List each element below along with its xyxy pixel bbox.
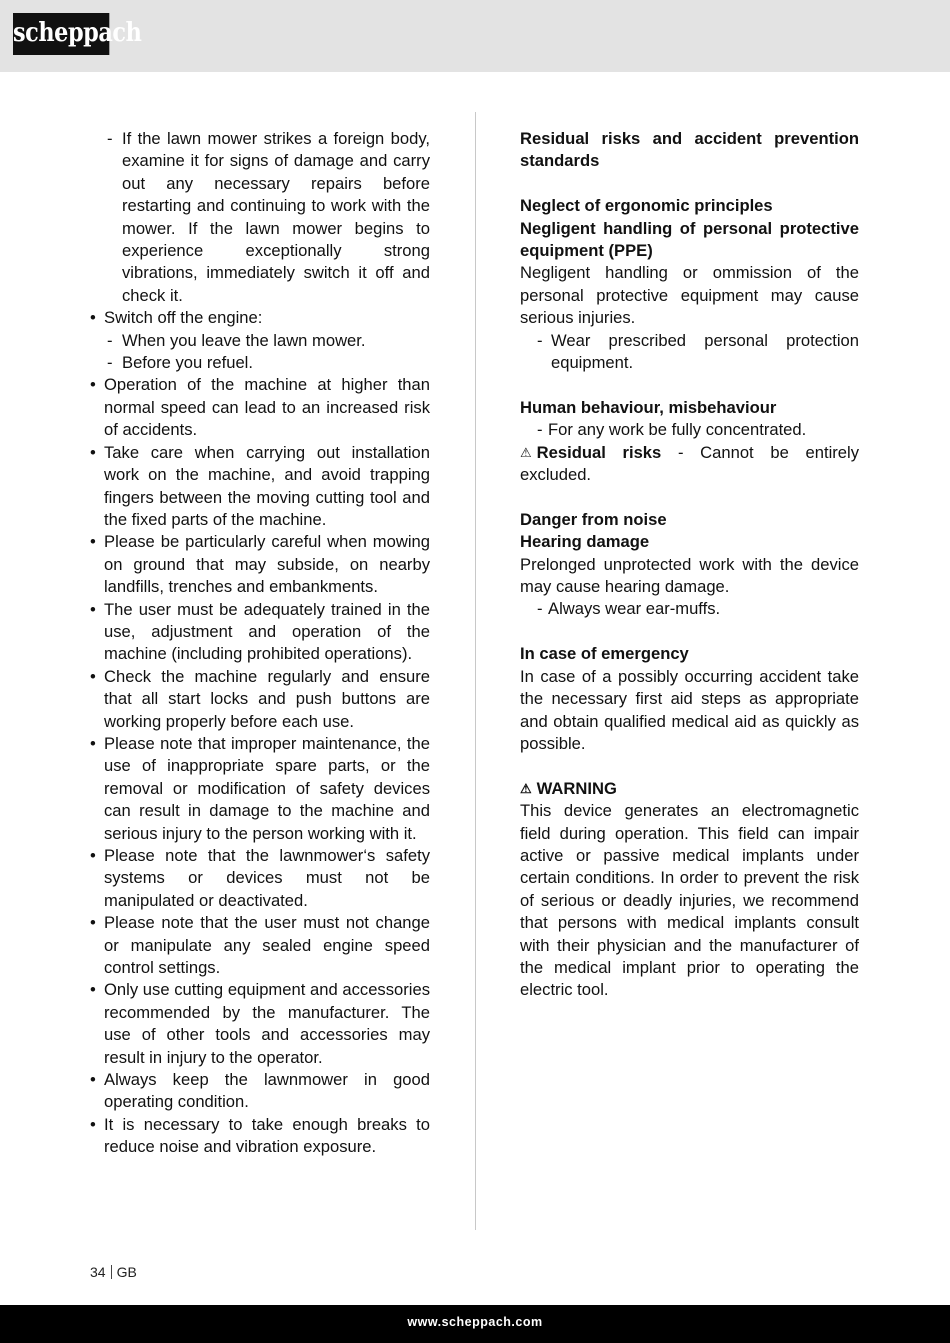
list-item-text: Before you refuel. (122, 353, 253, 373)
left-column (88, 128, 430, 1159)
list-item-text: It is necessary to take enough breaks to reduce noise and vibration exposure. (104, 1114, 430, 1157)
bullet-marker: • (90, 532, 96, 552)
heading-hearing: Hearing damage (520, 532, 650, 552)
dash-marker: - (107, 330, 113, 350)
heading-warning (520, 778, 859, 800)
bullet-list-item (88, 912, 430, 979)
dash-list-item (88, 330, 430, 352)
bullet-list-item (88, 599, 430, 666)
heading-noise: Danger from noise (520, 509, 667, 529)
list-item-text: Always keep the lawnmower in good operating condition. (104, 1070, 430, 1112)
column-divider (475, 112, 476, 1230)
bullet-marker: • (90, 375, 96, 395)
heading-ppe: Negligent handling of personal protective equipment (PPE) (520, 218, 859, 261)
dash-list-item (88, 352, 430, 374)
spacer (520, 486, 859, 508)
bullet-marker: • (90, 666, 96, 686)
list-item-text: Operation of the machine at higher than normal speed can lead to an increased risk of accidents. (104, 375, 430, 440)
bullet-list-item (88, 442, 430, 532)
footer-bar (0, 1305, 950, 1343)
list-item-text: Check the machine regularly and ensure that all start locks and push buttons are working properly before each use. (104, 666, 430, 731)
dash-marker: - (537, 599, 543, 619)
footer-separator (111, 1265, 112, 1279)
bullet-marker: • (90, 442, 96, 462)
spacer (520, 755, 859, 777)
list-item-text: Take care when carrying out installation work on the machine, and avoid trapping fingers between the moving cutting tool and the fixed parts of the machine. (104, 442, 430, 529)
heading-behaviour: Human behaviour, misbehaviour (520, 397, 777, 417)
bullet-list-item (88, 666, 430, 733)
bullet-list-item (88, 1114, 430, 1159)
list-item-text: Only use cutting equipment and accessories recommended by the manufacturer. The use of other tools and accessories may result in injury to the operator. (104, 980, 430, 1067)
bullet-marker: • (90, 846, 96, 865)
bullet-list-item (88, 531, 430, 598)
list-item-text: When you leave the lawn mower. (122, 330, 366, 350)
section-title: Residual risks and accident prevention standards (520, 129, 859, 171)
heading-ergonomic: Neglect of ergonomic principles (520, 196, 773, 216)
residual-risks-label: Residual risks (536, 442, 662, 462)
residual-risks (520, 442, 859, 487)
warning-label: WARNING (536, 778, 617, 798)
dash-marker: - (537, 330, 543, 350)
bullet-list-item (88, 733, 430, 845)
dash-marker: - (537, 420, 543, 440)
bullet-list-item (88, 1069, 430, 1114)
noise-dash-item (520, 598, 859, 620)
warning-text: This device generates an electromagnetic field during operation. This field can impair active or passive medical implants under certain conditions. In order to prevent the risk of serious or deadly injuries, we recommend that persons with medical implants consult with their physician and the manufacturer of the medical implant prior to operating the electric tool. (520, 801, 859, 1000)
bullet-marker: • (90, 599, 96, 619)
bullet-marker: • (90, 308, 96, 328)
heading-emergency: In case of emergency (520, 644, 689, 664)
language-code: GB (116, 1264, 137, 1280)
ppe-dash-item (520, 330, 859, 375)
list-item-text: If the lawn mower strikes a foreign body, examine it for signs of damage and carry out any necessary repairs before restarting and continuing to work with the mower. If the lawn mower begins to experience exceptionally strong vibrations, immediately switch it off and check it. (122, 129, 430, 305)
spacer (520, 374, 859, 396)
behaviour-dash-item (520, 419, 859, 441)
bullet-list-item (88, 845, 430, 912)
ppe-text: Negligent handling or ommission of the personal protective equipment may cause serious injuries. (520, 263, 859, 328)
page-footer (90, 1264, 137, 1280)
list-item-text: The user must be adequately trained in the use, adjustment and operation of the machine (including prohibited operations). (104, 599, 430, 664)
noise-text: Prelonged unprotected work with the device may cause hearing damage. (520, 554, 859, 597)
noise-dash-text: Always wear ear-muffs. (548, 599, 721, 619)
bullet-list-item (88, 307, 430, 329)
header-bar (0, 0, 950, 72)
emergency-text: In case of a possibly occurring accident take the necessary first aid steps as appropriate and obtain qualified medical aid as quickly as possible. (520, 666, 859, 753)
bullet-list-item (88, 374, 430, 441)
behaviour-dash-text: For any work be fully concentrated. (548, 420, 807, 440)
warning-triangle-icon: ⚠ (520, 780, 532, 796)
bullet-marker: • (90, 1114, 96, 1134)
dash-marker: - (107, 129, 113, 148)
bullet-list-item (88, 979, 430, 1069)
spacer (520, 173, 859, 195)
warning-triangle-icon: ⚠ (520, 444, 532, 460)
list-item-text: Please note that the lawnmower‘s safety systems or devices must not be manipulated or deactivated. (104, 846, 430, 910)
bullet-marker: • (90, 913, 96, 933)
bullet-marker: • (90, 980, 96, 1000)
dash-marker: - (107, 353, 113, 373)
list-item-text: Please note that the user must not change or manipulate any sealed engine speed control settings. (104, 913, 430, 978)
right-column (520, 128, 859, 1002)
spacer (520, 621, 859, 643)
website-url: www.scheppach.com (407, 1315, 543, 1329)
dash-list-item (88, 128, 430, 307)
residual-risks-text: - Cannot be entirely excluded. (520, 442, 859, 485)
list-item-text: Switch off the engine: (104, 308, 263, 328)
bullet-marker: • (90, 1070, 96, 1090)
ppe-dash-text: Wear prescribed personal protection equipment. (551, 330, 859, 373)
list-item-text: Please be particularly careful when mowing on ground that may subside, on nearby landfills, trenches and embankments. (104, 532, 430, 597)
list-item-text: Please note that improper maintenance, the use of inappropriate spare parts, or the removal or modification of safety devices can result in damage to the machine and serious injury to the person working with it. (104, 733, 430, 843)
bullet-marker: • (90, 733, 96, 753)
brand-logo: scheppach (13, 13, 109, 55)
page-number: 34 (90, 1264, 106, 1280)
